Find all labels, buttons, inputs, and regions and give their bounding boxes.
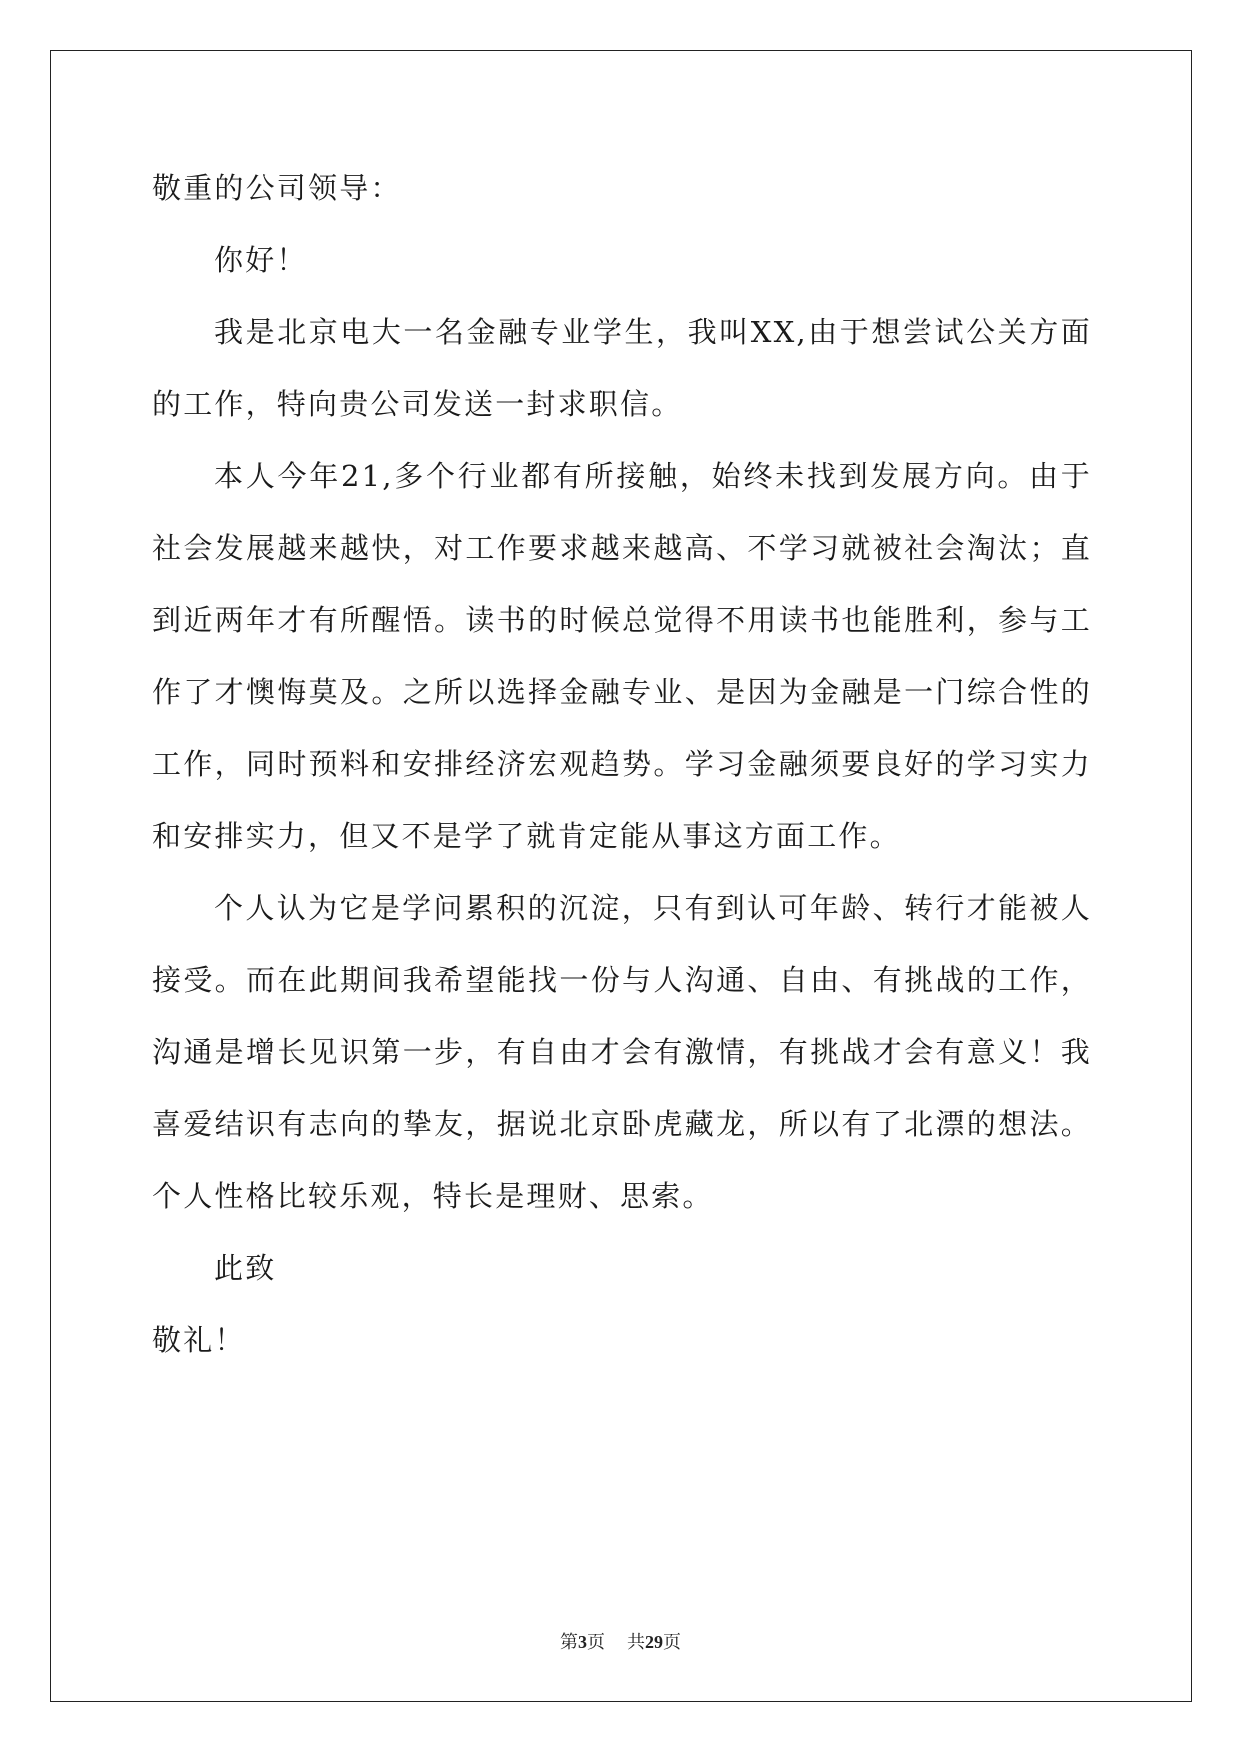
closing: 此致: [214, 1251, 277, 1285]
paragraph-3-line-1: 个人认为它是学问累积的沉淀，只有到认可年龄、转行才能被人: [214, 891, 1092, 925]
paragraph-2-line-6: 和安排实力，但又不是学了就肯定能从事这方面工作。: [152, 819, 901, 853]
page-prefix: 第: [560, 1632, 578, 1652]
paragraph-3-line-5: 个人性格比较乐观，特长是理财、思索。: [152, 1179, 714, 1213]
paragraph-3-line-2: 接受。而在此期间我希望能找一份与人沟通、自由、有挑战的工作，: [152, 963, 1092, 997]
paragraph-1-line-1: 我是北京电大一名金融专业学生，我叫XX,由于想尝试公关方面: [214, 315, 1092, 349]
regards: 敬礼！: [152, 1323, 246, 1357]
salutation: 敬重的公司领导：: [152, 171, 402, 205]
total-prefix: 共: [627, 1632, 645, 1652]
page-footer: [0, 1628, 1241, 1654]
page-suffix: 页: [587, 1632, 605, 1652]
greeting: 你好！: [214, 243, 308, 277]
paragraph-3-line-3: 沟通是增长见识第一步，有自由才会有激情，有挑战才会有意义！我: [152, 1035, 1092, 1069]
paragraph-2-line-5: 工作，同时预料和安排经济宏观趋势。学习金融须要良好的学习实力: [152, 747, 1092, 781]
page-border: [50, 50, 1192, 1702]
paragraph-2-line-4: 作了才懊悔莫及。之所以选择金融专业、是因为金融是一门综合性的: [152, 675, 1092, 709]
paragraph-1-line-2: 的工作，特向贵公司发送一封求职信。: [152, 387, 683, 421]
paragraph-2-line-1: 本人今年21,多个行业都有所接触，始终未找到发展方向。由于: [214, 459, 1092, 493]
total-suffix: 页: [663, 1632, 681, 1652]
page-total: 29: [645, 1632, 663, 1652]
page-current: 3: [578, 1632, 587, 1652]
paragraph-2-line-3: 到近两年才有所醒悟。读书的时候总觉得不用读书也能胜利，参与工: [152, 603, 1092, 637]
paragraph-3-line-4: 喜爱结识有志向的挚友，据说北京卧虎藏龙，所以有了北漂的想法。: [152, 1107, 1092, 1141]
paragraph-2-line-2: 社会发展越来越快，对工作要求越来越高、不学习就被社会淘汰；直: [152, 531, 1092, 565]
